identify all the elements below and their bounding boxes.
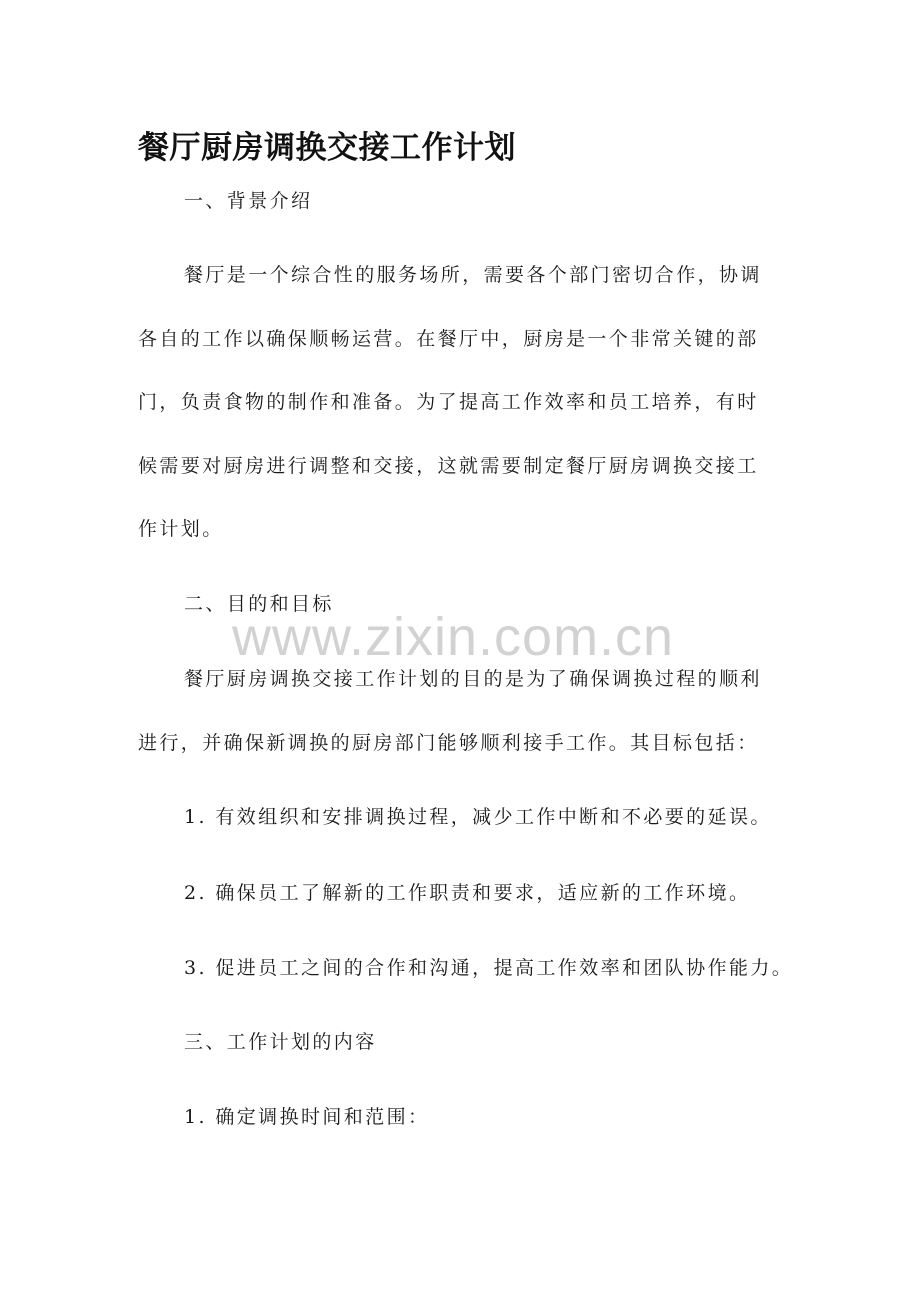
list-item: 1. 有效组织和安排调换过程，减少工作中断和不必要的延误。 [184, 806, 772, 828]
paragraph-line: 作计划。 [138, 518, 224, 540]
document-title: 餐厅厨房调换交接工作计划 [138, 130, 516, 166]
paragraph-line: 餐厅是一个综合性的服务场所，需要各个部门密切合作，协调 [184, 264, 762, 286]
section-heading-content: 三、工作计划的内容 [184, 1031, 377, 1053]
watermark: www.zixin.com.cn [232, 607, 675, 667]
paragraph-line: 进行，并确保新调换的厨房部门能够顺利接手工作。其目标包括： [138, 732, 759, 754]
section-heading-background: 一、背景介绍 [184, 190, 313, 212]
paragraph-line: 门，负责食物的制作和准备。为了提高工作效率和员工培养，有时 [138, 391, 759, 413]
paragraph-line: 各自的工作以确保顺畅运营。在餐厅中，厨房是一个非常关键的部 [138, 328, 759, 350]
paragraph-line: 候需要对厨房进行调整和交接，这就需要制定餐厅厨房调换交接工 [138, 455, 759, 477]
section-heading-purpose: 二、目的和目标 [184, 593, 334, 615]
list-item: 3. 促进员工之间的合作和沟通，提高工作效率和团队协作能力。 [184, 957, 794, 979]
list-item: 1. 确定调换时间和范围： [184, 1106, 430, 1128]
list-item: 2. 确保员工了解新的工作职责和要求，适应新的工作环境。 [184, 882, 751, 904]
paragraph-line: 餐厅厨房调换交接工作计划的目的是为了确保调换过程的顺利 [184, 668, 762, 690]
